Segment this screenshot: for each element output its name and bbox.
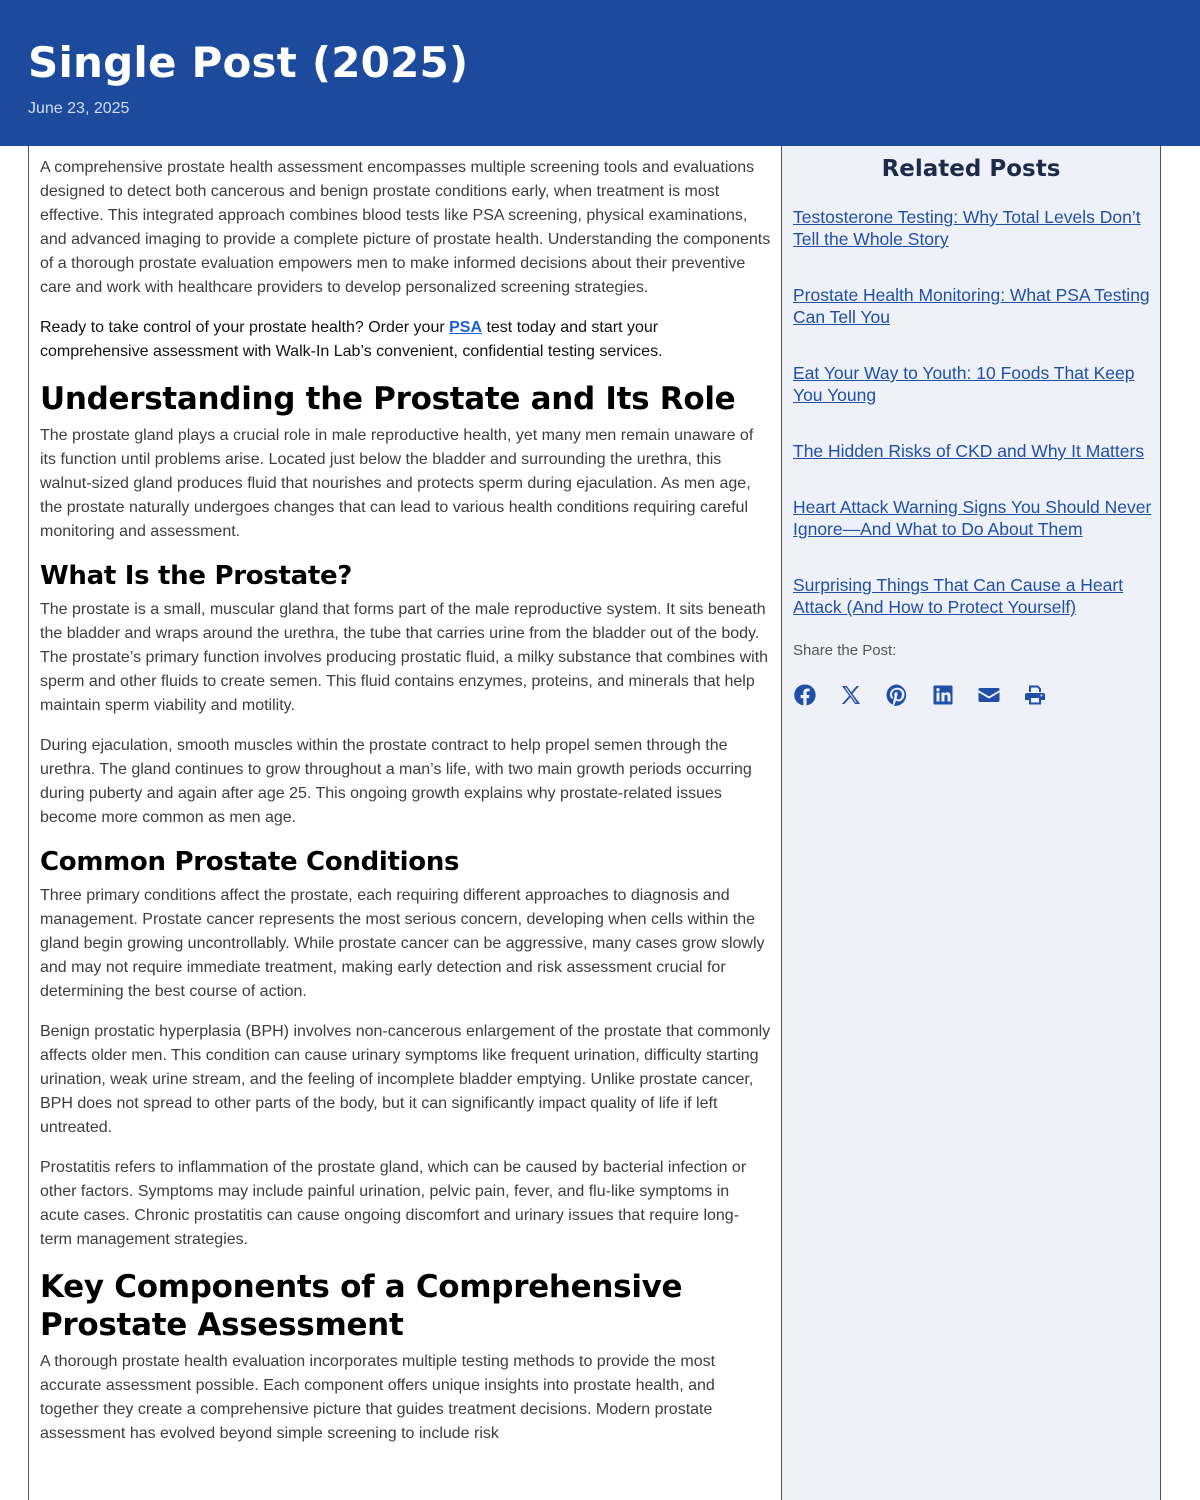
share-label: Share the Post: (793, 642, 897, 659)
linkedin-icon[interactable] (931, 683, 955, 707)
article-content (28, 146, 782, 1500)
subsection-heading: Common Prostate Conditions (40, 847, 460, 877)
related-post-link[interactable]: Prostate Health Monitoring: What PSA Testing Can Tell You (793, 285, 1150, 327)
section-heading: Key Components of a Comprehensive Prostate Assessment (40, 1269, 683, 1343)
paragraph: During ejaculation, smooth muscles within the prostate contract to help propel semen through the urethra. The gland continues to grow throughout a man’s life, with two main growth periods occurring during puberty and again after age 25. This ongoing growth explains why prostate-related issues become more common as men age. (40, 737, 752, 826)
cta-text-after: test today and start your comprehensive assessment with Walk-In Lab’s convenient, confidential testing services. (40, 319, 663, 360)
pinterest-icon[interactable] (885, 683, 909, 707)
paragraph: Three primary conditions affect the prostate, each requiring different approaches to diagnosis and management. Prostate cancer represents the most serious concern, developing when cells within the gland begin growing uncontrollably. While prostate cancer can be aggressive, many cases grow slowly and may not require immediate treatment, making early detection and risk assessment crucial for determining the best course of action. (40, 887, 765, 1000)
related-post-link[interactable]: Heart Attack Warning Signs You Should Never Ignore—And What to Do About Them (793, 497, 1152, 539)
cta-paragraph (40, 316, 771, 364)
related-post-link[interactable]: The Hidden Risks of CKD and Why It Matters (793, 441, 1145, 461)
paragraph: Benign prostatic hyperplasia (BPH) involves non-cancerous enlargement of the prostate that commonly affects older men. This condition can cause urinary symptoms like frequent urination, difficulty starting urination, weak urine stream, and the feeling of incomplete bladder emptying. Unlike prostate cancer, BPH does not spread to other parts of the body, but it can significantly impact quality of life if left untreated. (40, 1023, 771, 1136)
share-buttons (793, 683, 1047, 707)
subsection-heading: What Is the Prostate? (40, 561, 353, 591)
related-posts-list (793, 206, 1155, 652)
paragraph: A thorough prostate health evaluation incorporates multiple testing methods to provide the most accurate assessment possible. Each component offers unique insights into prostate health, and together they create a comprehensive picture that guides treatment decisions. Modern prostate assessment has evolved beyond simple screening to include risk (40, 1353, 716, 1442)
paragraph: Prostatitis refers to inflammation of the prostate gland, which can be caused by bacterial infection or other factors. Symptoms may include painful urination, pelvic pain, fever, and flu-like symptoms in acute cases. Chronic prostatitis can cause ongoing discomfort and urinary issues that require long-term management strategies. (40, 1159, 747, 1248)
post-date: June 23, 2025 (28, 100, 130, 117)
email-icon[interactable] (977, 683, 1001, 707)
psa-link[interactable]: PSA (449, 319, 483, 336)
x-icon[interactable] (839, 683, 863, 707)
intro-paragraph: A comprehensive prostate health assessment encompasses multiple screening tools and evaluations designed to detect both cancerous and benign prostate conditions early, when treatment is most effective. This integrated approach combines blood tests like PSA screening, physical examinations, and advanced imaging to provide a complete picture of prostate health. Understanding the components of a thorough prostate evaluation empowers men to make informed decisions about their preventive care and work with healthcare providers to develop personalized screening strategies. (40, 159, 771, 296)
paragraph: The prostate gland plays a crucial role in male reproductive health, yet many men remain unaware of its function until problems arise. Located just below the bladder and surrounding the urethra, this walnut-sized gland produces fluid that nourishes and protects sperm during ejaculation. As men age, the prostate naturally undergoes changes that can lead to various health conditions requiring careful monitoring and assessment. (40, 427, 754, 540)
print-icon[interactable] (1023, 683, 1047, 707)
related-post-link[interactable]: Surprising Things That Can Cause a Heart Attack (And How to Protect Yourself) (793, 575, 1124, 617)
page-title: Single Post (2025) (28, 38, 469, 87)
sidebar (782, 146, 1161, 1500)
cta-text-before: Ready to take control of your prostate health? Order your (40, 319, 450, 336)
related-post-link[interactable]: Testosterone Testing: Why Total Levels Don’t Tell the Whole Story (793, 207, 1141, 249)
site-header (0, 0, 1200, 146)
related-post-link[interactable]: Eat Your Way to Youth: 10 Foods That Keep You Young (793, 363, 1135, 405)
facebook-icon[interactable] (793, 683, 817, 707)
paragraph: The prostate is a small, muscular gland that forms part of the male reproductive system. It sits beneath the bladder and wraps around the urethra, the tube that carries urine from the bladder out of the body. The prostate’s primary function involves producing prostatic fluid, a milky substance that combines with sperm and other fluids to create semen. This fluid contains enzymes, proteins, and minerals that help maintain sperm viability and motility. (40, 601, 769, 714)
section-heading: Understanding the Prostate and Its Role (40, 381, 736, 417)
related-posts-heading: Related Posts (881, 156, 1061, 182)
